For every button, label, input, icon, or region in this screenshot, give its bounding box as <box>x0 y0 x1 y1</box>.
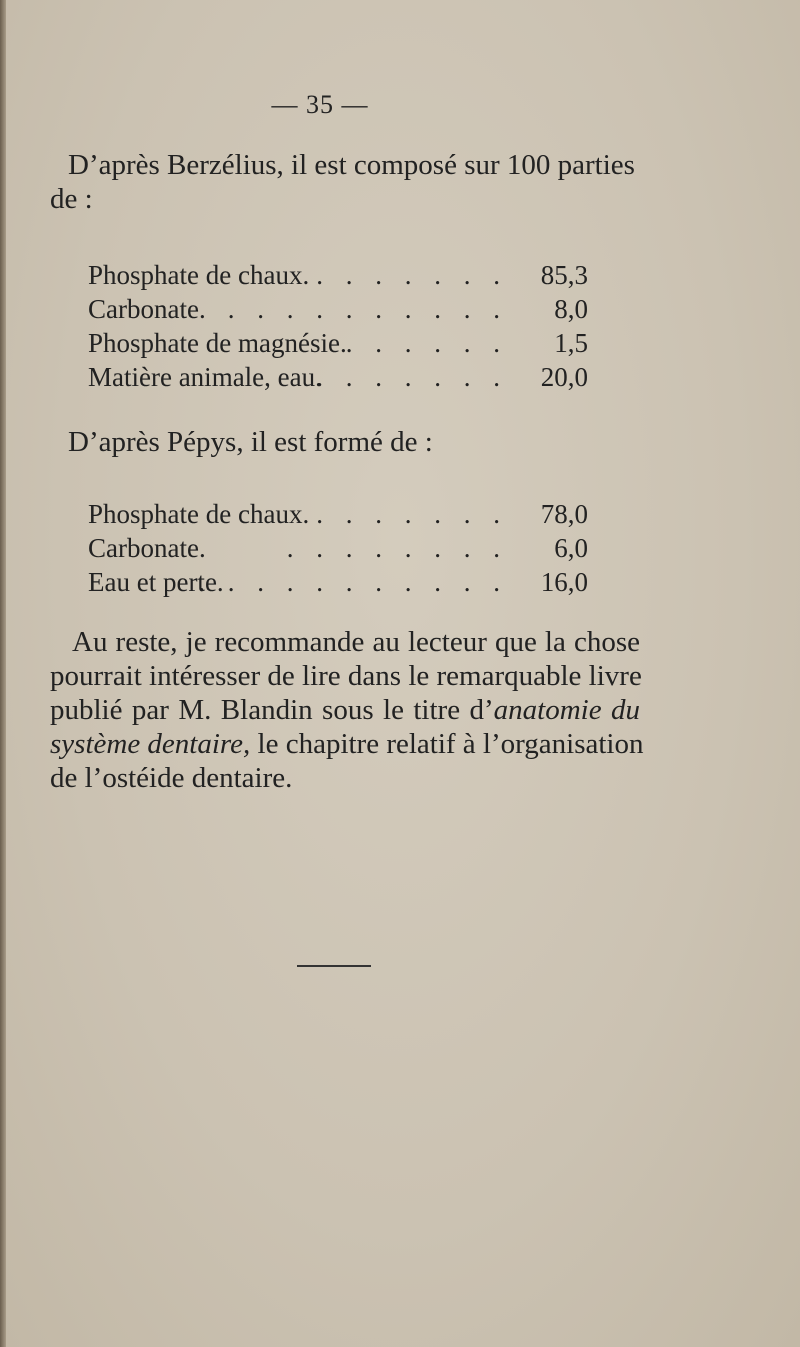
table1-row-value: 85,3 <box>540 260 588 290</box>
table2-row-value: 16,0 <box>540 567 588 597</box>
closing-line1: Au reste, je recommande au lecteur que la chose <box>72 626 640 658</box>
closing-line3-text: publié par M. Blandin sous le titre d’ <box>50 694 494 726</box>
table1-row-value: 20,0 <box>540 362 588 392</box>
book-title-part1: anatomie du <box>493 694 640 726</box>
table1-row-label: Phosphate de chaux. <box>88 260 310 290</box>
table1-row-dots: . . . . . . <box>345 328 508 358</box>
table2-row-dots: . . . . . . . . <box>286 533 508 563</box>
table2-row-label: Phosphate de chaux. <box>88 499 310 529</box>
book-title-part2: système dentaire, <box>50 728 251 760</box>
table1-row <box>88 258 588 292</box>
closing-line4-text: le chapitre relatif à l’organisation <box>250 728 644 760</box>
table2-row-label: Eau et perte. <box>88 567 224 597</box>
closing-line5: de l’ostéide dentaire. <box>50 762 293 794</box>
table2-row-label: Carbonate. <box>88 533 206 563</box>
table2-row <box>88 497 588 531</box>
table1-row-dots: . . . . . . . . . . <box>227 294 508 324</box>
table1-row-label: Phosphate de magnésie. <box>88 328 347 358</box>
table1-row-label: Carbonate. <box>88 294 206 324</box>
table2-row-dots: . . . . . . . <box>316 499 508 529</box>
page-number: — 35 — <box>271 90 369 119</box>
table2-row <box>88 565 588 599</box>
table1-row-dots: . . . . . . . <box>316 362 508 392</box>
intro-berzelius-line2: de : <box>50 183 93 215</box>
table1-row-value: 1,5 <box>554 328 588 358</box>
page-binding-edge <box>0 0 6 1347</box>
closing-line3 <box>50 693 640 727</box>
table1-row <box>88 292 588 326</box>
table1-row-value: 8,0 <box>554 294 588 324</box>
table1-row <box>88 326 588 360</box>
closing-line2: pourrait intéresser de lire dans le remarquable livre <box>50 660 642 692</box>
closing-line4 <box>50 727 644 761</box>
table1-row-label: Matière animale, eau. <box>88 362 322 392</box>
intro-pepys: D’après Pépys, il est formé de : <box>68 426 433 458</box>
table1-row <box>88 360 588 394</box>
table2-row-value: 78,0 <box>540 499 588 529</box>
table2-row-dots: . . . . . . . . . . . <box>198 567 508 597</box>
intro-berzelius-line1: D’après Berzélius, il est composé sur 100 parties <box>68 149 635 181</box>
table2-row-value: 6,0 <box>554 533 588 563</box>
table1-row-dots: . . . . . . . <box>316 260 508 290</box>
end-rule <box>297 965 371 967</box>
table2-row <box>88 531 588 565</box>
